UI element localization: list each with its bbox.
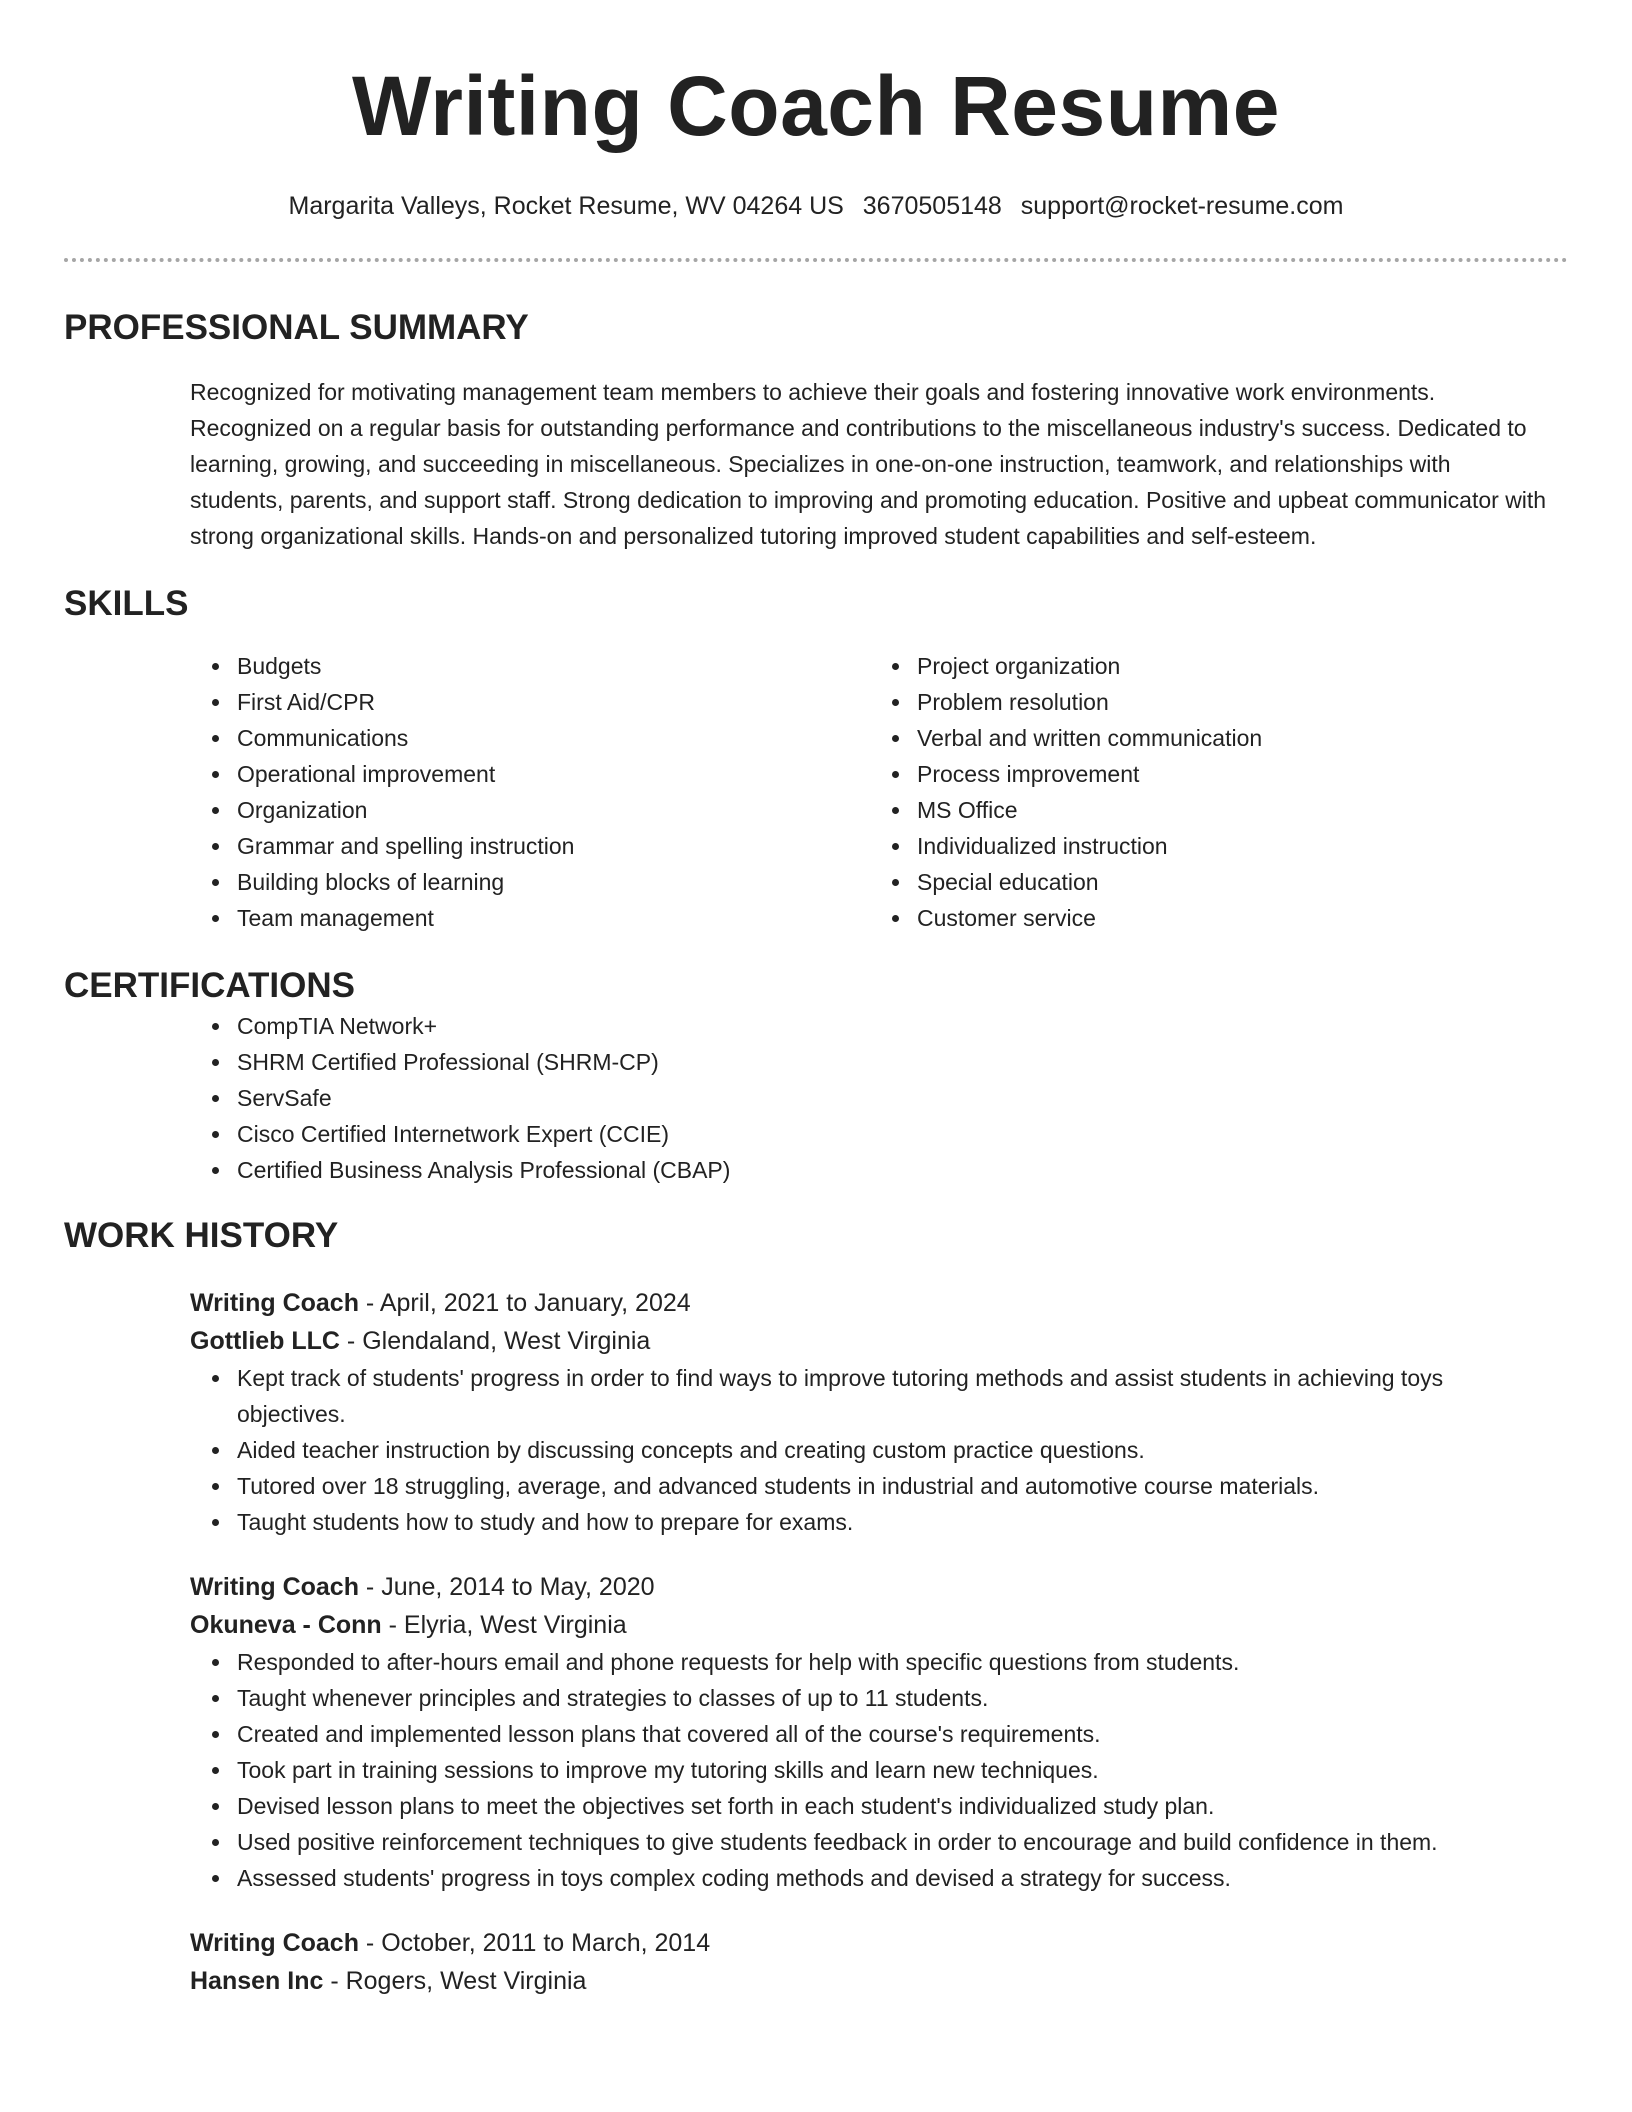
skill-item: • Individualized instruction [913, 828, 1424, 864]
skills-list-left [64, 648, 744, 936]
certification-item: • Certified Business Analysis Professional (CBAP) [233, 1152, 1568, 1188]
skills-column-right [744, 648, 1424, 936]
job-entry [190, 1924, 1568, 2000]
job-bullet: • Created and implemented lesson plans that covered all of the course's requirements. [233, 1716, 1568, 1752]
skills-heading: SKILLS [64, 584, 189, 623]
job-location: - Rogers, West Virginia [323, 1967, 587, 1995]
job-company: Okuneva - Conn [190, 1611, 382, 1639]
job-title: Writing Coach [190, 1573, 359, 1601]
skill-item: • Grammar and spelling instruction [233, 828, 744, 864]
job-dates: - June, 2014 to May, 2020 [358, 1573, 655, 1601]
job-bullet: • Used positive reinforcement techniques to give students feedback in order to encourage and build confidence in them. [233, 1824, 1568, 1860]
certification-item: • ServSafe [233, 1080, 1568, 1116]
job-bullet: • Assessed students' progress in toys complex coding methods and devised a strategy for success. [233, 1860, 1568, 1896]
job-title-line [190, 1284, 1568, 1322]
certification-item: • CompTIA Network+ [233, 1008, 1568, 1044]
skill-item: • Customer service [913, 900, 1424, 936]
skill-item: • Verbal and written communication [913, 720, 1424, 756]
skill-item: • Team management [233, 900, 744, 936]
job-title-line [190, 1568, 1568, 1606]
job-company-line [190, 1962, 1568, 2000]
skill-item: • Project organization [913, 648, 1424, 684]
contact-address: Margarita Valleys, Rocket Resume, WV 04264 US [288, 192, 844, 220]
skill-item: • Process improvement [913, 756, 1424, 792]
job-bullet-list [190, 1644, 1568, 1896]
job-dates: - October, 2011 to March, 2014 [358, 1929, 711, 1957]
job-company-line [190, 1606, 1568, 1644]
contact-line [64, 190, 1568, 222]
summary-heading: PROFESSIONAL SUMMARY [64, 308, 529, 347]
job-entry [190, 1568, 1568, 1896]
skill-item: • Communications [233, 720, 744, 756]
work-history-heading: WORK HISTORY [64, 1216, 339, 1255]
skills-columns [64, 648, 1568, 936]
job-bullet-list [190, 1360, 1568, 1540]
skill-item: • Organization [233, 792, 744, 828]
certification-item: • SHRM Certified Professional (SHRM-CP) [233, 1044, 1568, 1080]
job-dates: - April, 2021 to January, 2024 [358, 1289, 691, 1317]
job-title-line [190, 1924, 1568, 1962]
job-company: Gottlieb LLC [190, 1327, 340, 1355]
skill-item: • Budgets [233, 648, 744, 684]
summary-text: Recognized for motivating management team members to achieve their goals and fostering innovative work environments. Recognized on a regular basis for outstanding performance and contributions to the miscellaneous industry's success. Dedicated to learning, growing, and succeeding in miscellaneous. Specializes in one-on-one instruction, teamwork, and relationships with students, parents, and support staff. Strong dedication to improving and promoting education. Positive and upbeat communicator with strong organizational skills. Hands-on and personalized tutoring improved student capabilities and self-esteem. [190, 379, 1547, 549]
contact-email: support@rocket-resume.com [1020, 192, 1344, 220]
job-company: Hansen Inc [190, 1967, 324, 1995]
job-company-line [190, 1322, 1568, 1360]
job-bullet: • Responded to after-hours email and phone requests for help with specific questions from students. [233, 1644, 1568, 1680]
skill-item: • MS Office [913, 792, 1424, 828]
job-bullet: • Took part in training sessions to improve my tutoring skills and learn new techniques. [233, 1752, 1568, 1788]
job-bullet: • Taught whenever principles and strategies to classes of up to 11 students. [233, 1680, 1568, 1716]
contact-phone: 3670505148 [862, 192, 1002, 220]
job-entry [190, 1284, 1568, 1540]
skill-item: • Problem resolution [913, 684, 1424, 720]
job-title: Writing Coach [190, 1929, 359, 1957]
job-title: Writing Coach [190, 1289, 359, 1317]
job-bullet: • Devised lesson plans to meet the objectives set forth in each student's individualized study plan. [233, 1788, 1568, 1824]
job-location: - Glendaland, West Virginia [339, 1327, 651, 1355]
job-location: - Elyria, West Virginia [381, 1611, 627, 1639]
job-bullet: • Taught students how to study and how to prepare for exams. [233, 1504, 1568, 1540]
certifications-list [64, 1008, 1568, 1188]
skill-item: • First Aid/CPR [233, 684, 744, 720]
certifications-heading: CERTIFICATIONS [64, 966, 356, 1005]
resume-title: Writing Coach Resume [352, 59, 1280, 153]
skill-item: • Building blocks of learning [233, 864, 744, 900]
header-divider [64, 258, 1568, 262]
skill-item: • Operational improvement [233, 756, 744, 792]
job-bullet: • Kept track of students' progress in order to find ways to improve tutoring methods and assist students in achieving toys objectives. [233, 1360, 1568, 1432]
job-bullet: • Aided teacher instruction by discussing concepts and creating custom practice questions. [233, 1432, 1568, 1468]
skill-item: • Special education [913, 864, 1424, 900]
skills-column-left [64, 648, 744, 936]
job-bullet: • Tutored over 18 struggling, average, and advanced students in industrial and automotive course materials. [233, 1468, 1568, 1504]
skills-list-right [913, 648, 1424, 936]
certification-item: • Cisco Certified Internetwork Expert (CCIE) [233, 1116, 1568, 1152]
